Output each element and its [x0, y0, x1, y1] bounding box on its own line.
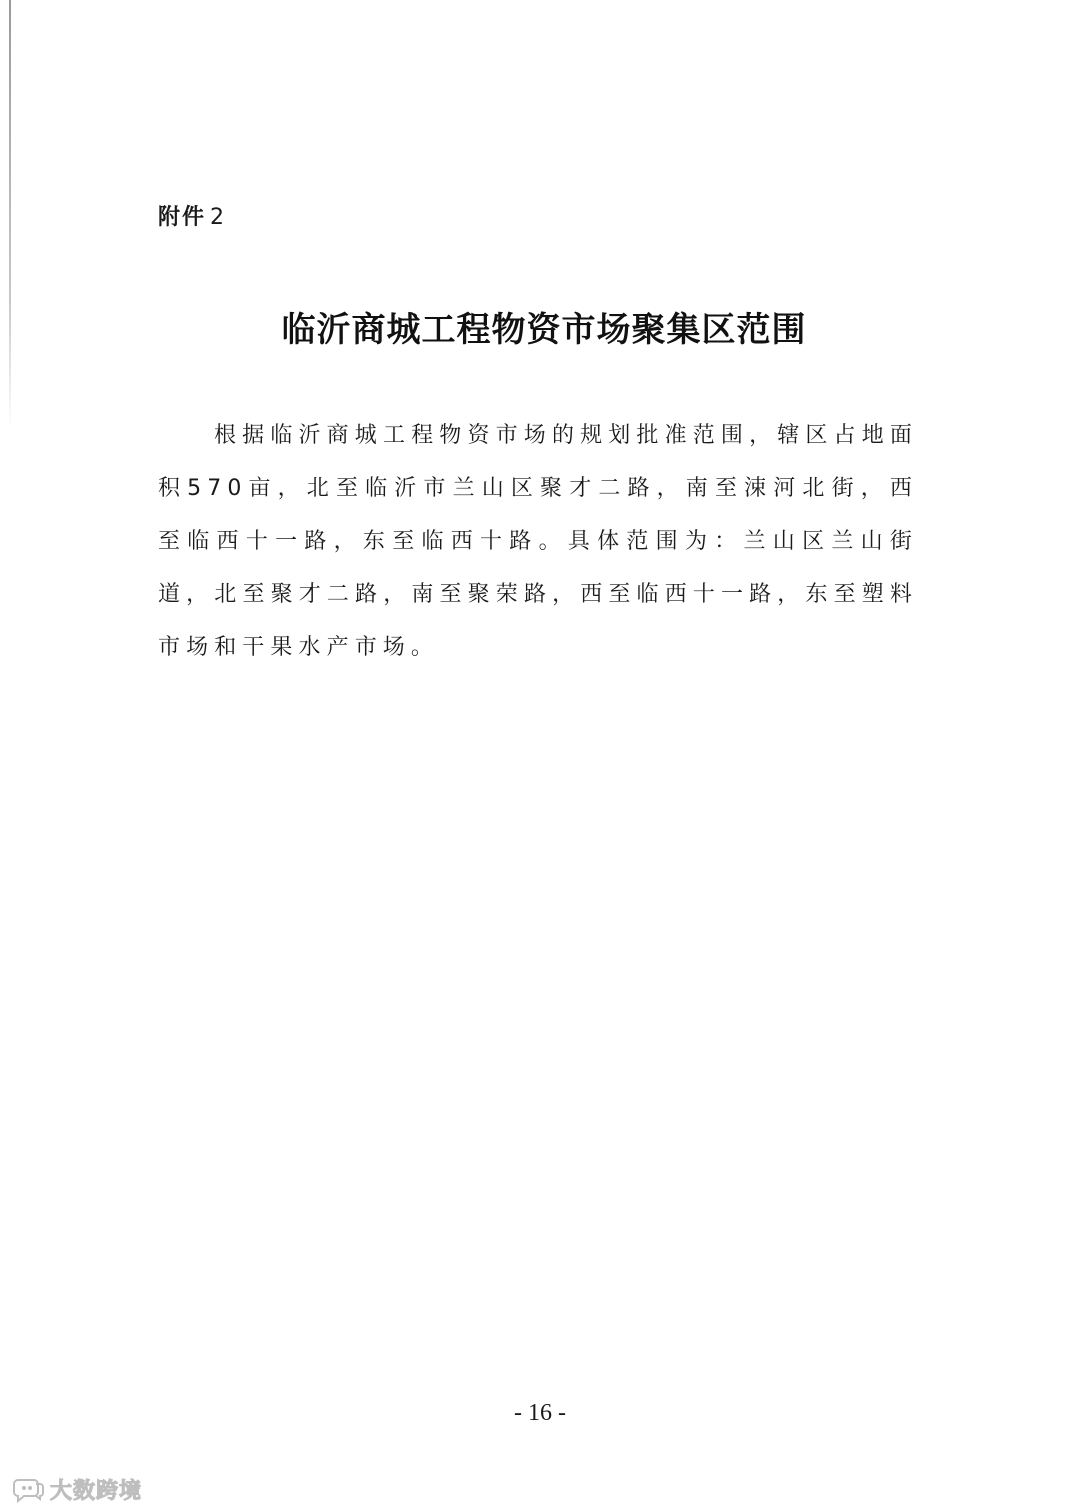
chat-bubble-logo-icon — [12, 1476, 46, 1504]
page-number: - 16 - — [514, 1400, 566, 1426]
body-paragraph: 根据临沂商城工程物资市场的规划批准范围，辖区占地面积570亩，北至临沂市兰山区聚才二路，南至涑河北街，西至临西十一路，东至临西十路。具体范围为：兰山区兰山街道，北至聚才二路，南至聚荣路，西至临西十一路，东至塑料市场和干果水产市场。 — [158, 423, 918, 660]
watermark — [12, 1474, 142, 1505]
attachment-label-text: 附件 — [158, 205, 207, 230]
document-title: 临沂商城工程物资市场聚集区范围 — [281, 310, 807, 350]
attachment-number: 2 — [210, 205, 227, 230]
watermark-text: 大数跨境 — [50, 1479, 143, 1504]
scan-edge-shadow — [9, 0, 11, 430]
attachment-label — [158, 200, 226, 231]
